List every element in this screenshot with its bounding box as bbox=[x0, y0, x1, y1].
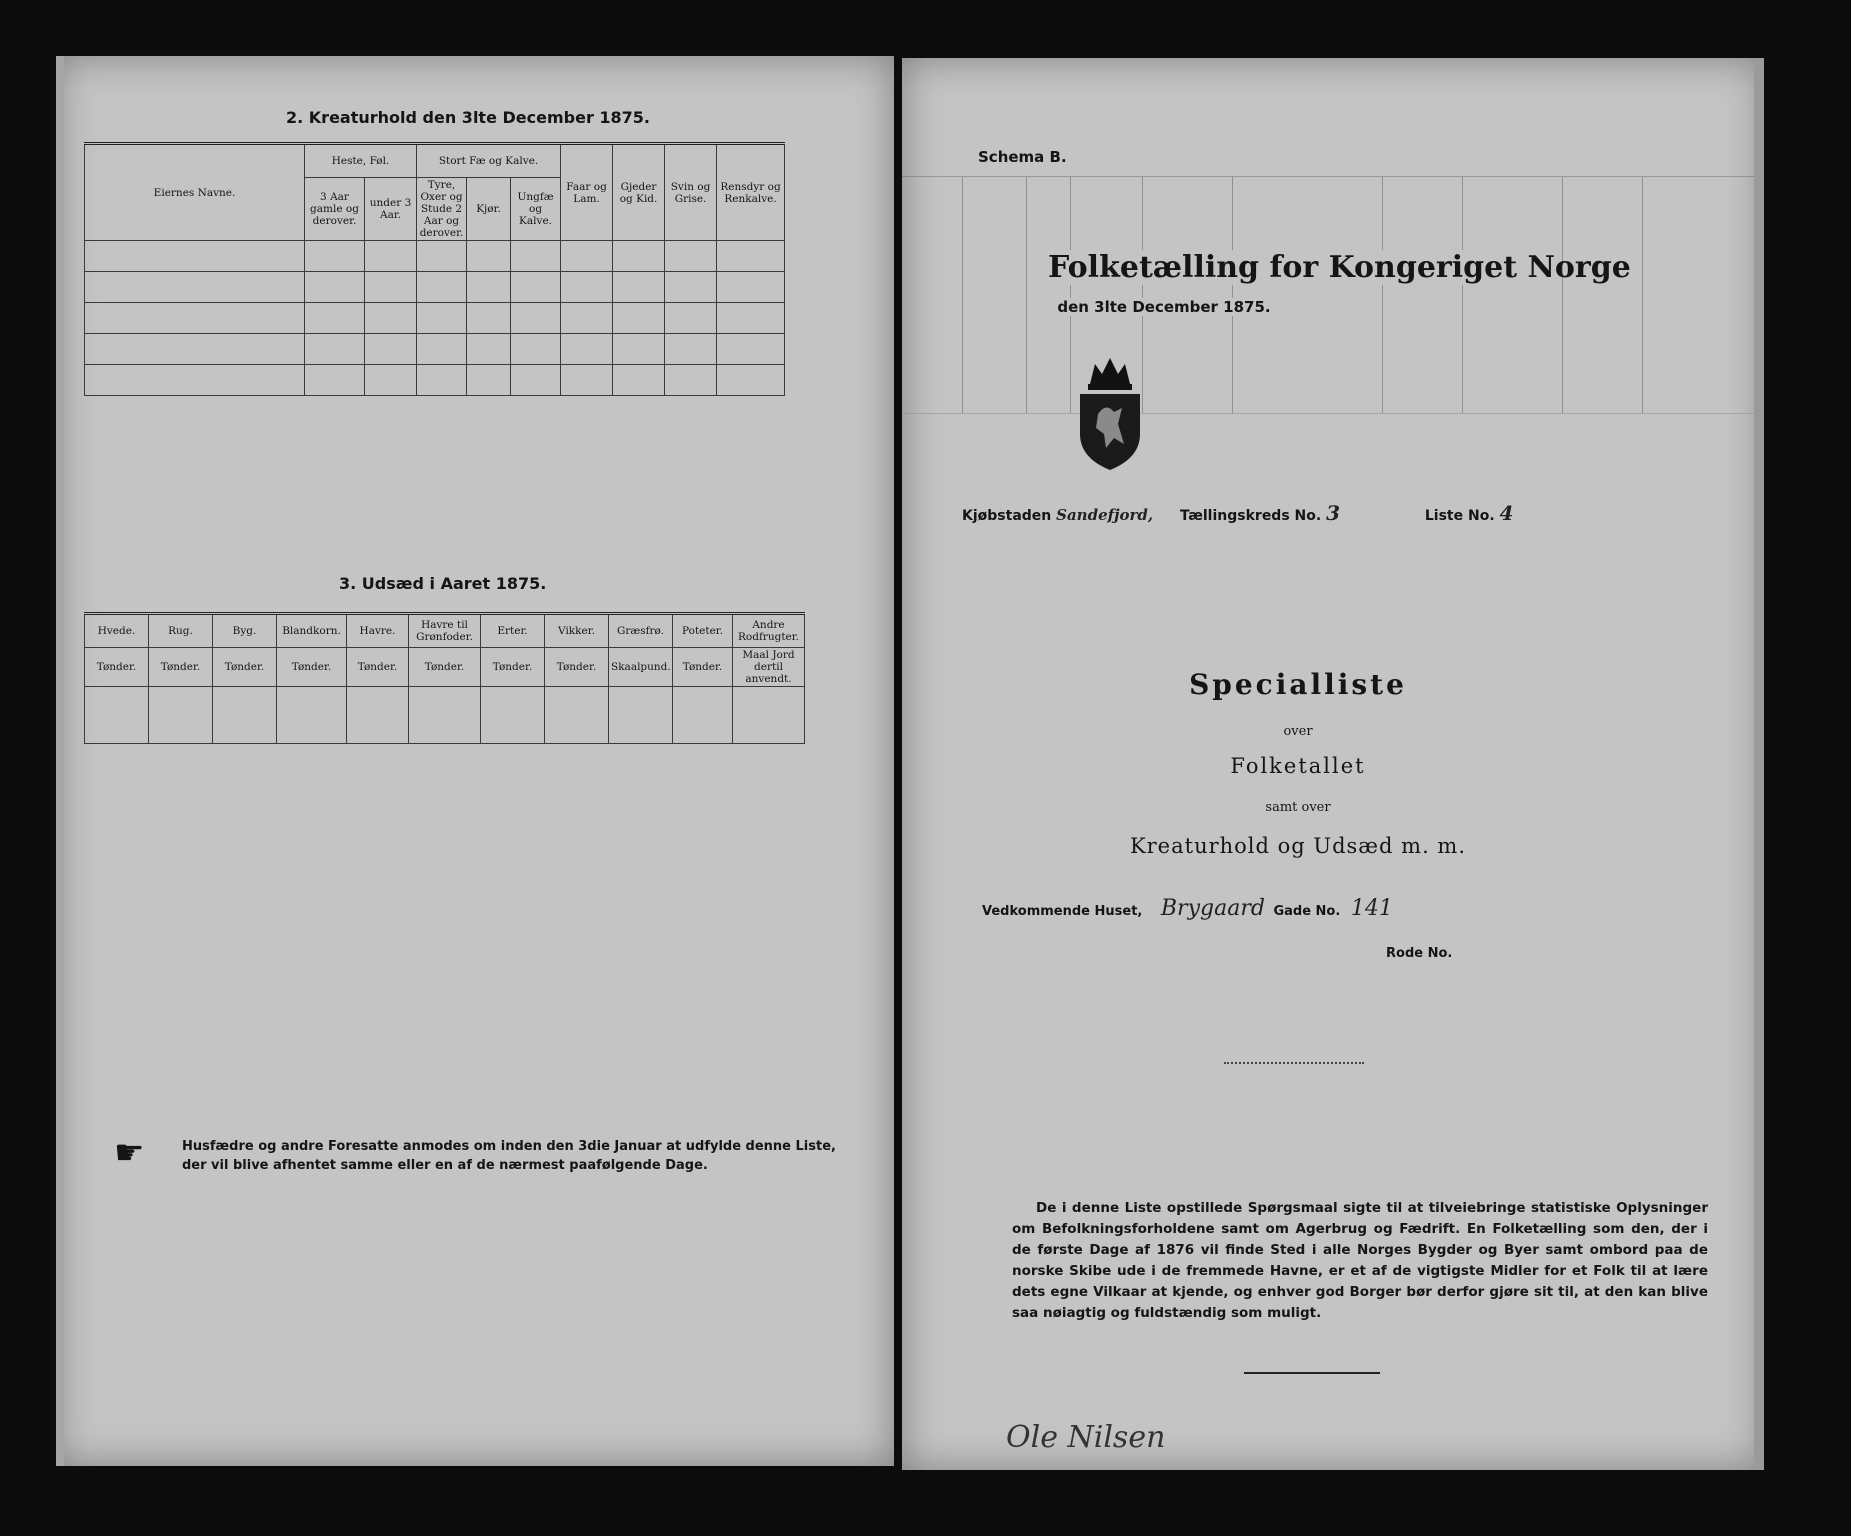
info-paragraph: De i denne Liste opstillede Spørgsmaal sigte til at tilveiebringe statistiske Oplysninger om Befolkningsforholdene samt om Agerbrug og Fædrift. En Folketælling som den, der i de første Dage af 1876 vil finde Sted i alle Norges Bygder og Byer samt ombord paa de norske Skibe ude i de fremmede Havne, er et af de vigtigste Midler for et Folk til at lære dets egne Vilkaar at kjende, og enhver god Borger bør derfor gjøre sit til, at den kan blive saa nøiagtig og fuldstændig som muligt. bbox=[1012, 1200, 1708, 1321]
seed-header-byg: Byg. bbox=[213, 614, 277, 648]
table-row bbox=[85, 334, 785, 365]
section3-title: 3. Udsæd i Aaret 1875. bbox=[339, 574, 547, 593]
dotted-divider bbox=[1224, 1062, 1364, 1064]
kjobstad-value: Sandefjord, bbox=[1056, 506, 1154, 524]
table-row bbox=[85, 303, 785, 334]
cattle-header: Stort Fæ og Kalve. bbox=[417, 144, 561, 178]
district-line bbox=[962, 501, 1722, 525]
seed-header-rug: Rug. bbox=[149, 614, 213, 648]
seed-header-rodfrugter: Andre Rodfrugter. bbox=[733, 614, 805, 648]
over-text: over bbox=[1283, 724, 1313, 739]
table-row bbox=[85, 365, 785, 396]
seed-unit: Maal Jord dertil anvendt. bbox=[733, 648, 805, 687]
cows-header: Kjør. bbox=[467, 178, 511, 241]
pigs-header: Svin og Grise. bbox=[665, 144, 717, 241]
samt-over-text: samt over bbox=[1265, 800, 1331, 815]
sheep-header: Faar og Lam. bbox=[561, 144, 613, 241]
seed-header-havre: Havre. bbox=[347, 614, 409, 648]
bulls-header: Tyre, Oxer og Stude 2 Aar og derover. bbox=[417, 178, 467, 241]
kreds-value: 3 bbox=[1326, 501, 1340, 525]
date-line: den 3lte December 1875. bbox=[1034, 298, 1294, 316]
seed-unit: Tønder. bbox=[149, 648, 213, 687]
table-row bbox=[85, 241, 785, 272]
schema-label: Schema B. bbox=[978, 148, 1067, 166]
section2-title: 2. Kreaturhold den 3lte December 1875. bbox=[286, 108, 651, 127]
seed-header-poteter: Poteter. bbox=[673, 614, 733, 648]
seed-header-graesfro: Græsfrø. bbox=[609, 614, 673, 648]
gade-value: 141 bbox=[1350, 896, 1393, 921]
right-page bbox=[902, 58, 1764, 1470]
coat-of-arms-icon bbox=[1070, 354, 1150, 472]
liste-value: 4 bbox=[1499, 501, 1514, 525]
seed-header-vikker: Vikker. bbox=[545, 614, 609, 648]
seed-unit: Skaalpund. bbox=[609, 648, 673, 687]
main-title: Folketælling for Kongeriget Norge bbox=[1048, 250, 1631, 285]
horses-header: Heste, Føl. bbox=[305, 144, 417, 178]
seed-header-hvede: Hvede. bbox=[85, 614, 149, 648]
reindeer-header: Rensdyr og Renkalve. bbox=[717, 144, 785, 241]
seed-unit: Tønder. bbox=[213, 648, 277, 687]
kreds-label: Tællingskreds No. bbox=[1180, 508, 1322, 524]
rode-label: Rode No. bbox=[1386, 946, 1453, 961]
street-value: Brygaard bbox=[1160, 896, 1265, 921]
goats-header: Gjeder og Kid. bbox=[613, 144, 665, 241]
seed-unit: Tønder. bbox=[673, 648, 733, 687]
kjobstad-label: Kjøbstaden bbox=[962, 508, 1052, 524]
table-row bbox=[85, 272, 785, 303]
seed-unit: Tønder. bbox=[85, 648, 149, 687]
seed-header-erter: Erter. bbox=[481, 614, 545, 648]
seed-unit: Tønder. bbox=[277, 648, 347, 687]
seed-header-blandkorn: Blandkorn. bbox=[277, 614, 347, 648]
table-row bbox=[85, 687, 805, 744]
seed-unit: Tønder. bbox=[347, 648, 409, 687]
horses-under3-header: under 3 Aar. bbox=[365, 178, 417, 241]
specialliste-heading: Specialliste bbox=[1189, 668, 1407, 701]
liste-label: Liste No. bbox=[1424, 508, 1495, 524]
schema-header-grid bbox=[902, 176, 1754, 414]
seed-header-havre-gronfoder: Havre til Grønfoder. bbox=[409, 614, 481, 648]
seed-unit: Tønder. bbox=[545, 648, 609, 687]
closing-rule bbox=[1244, 1372, 1380, 1374]
kreaturhold-heading: Kreaturhold og Udsæd m. m. bbox=[1129, 834, 1467, 858]
calves-header: Ungfæ og Kalve. bbox=[511, 178, 561, 241]
folketallet-heading: Folketallet bbox=[1230, 754, 1366, 778]
house-label: Vedkommende Huset, bbox=[982, 904, 1143, 919]
house-line bbox=[982, 896, 1582, 921]
notice-text: Husfædre og andre Foresatte anmodes om inden den 3die Januar at udfylde denne Liste, der vil blive afhentet samme eller en af de nærmest paafølgende Dage. bbox=[182, 1139, 836, 1173]
signature: Ole Nilsen bbox=[1006, 1420, 1166, 1455]
owner-header: Eiernes Navne. bbox=[85, 144, 305, 241]
horses-3yr-header: 3 Aar gamle og derover. bbox=[305, 178, 365, 241]
seed-unit: Tønder. bbox=[481, 648, 545, 687]
seed-table bbox=[84, 612, 805, 744]
seed-unit: Tønder. bbox=[409, 648, 481, 687]
gade-label: Gade No. bbox=[1273, 904, 1341, 919]
left-page bbox=[56, 56, 894, 1466]
pointing-hand-icon: ☛ bbox=[114, 1133, 145, 1173]
livestock-table bbox=[84, 142, 785, 396]
